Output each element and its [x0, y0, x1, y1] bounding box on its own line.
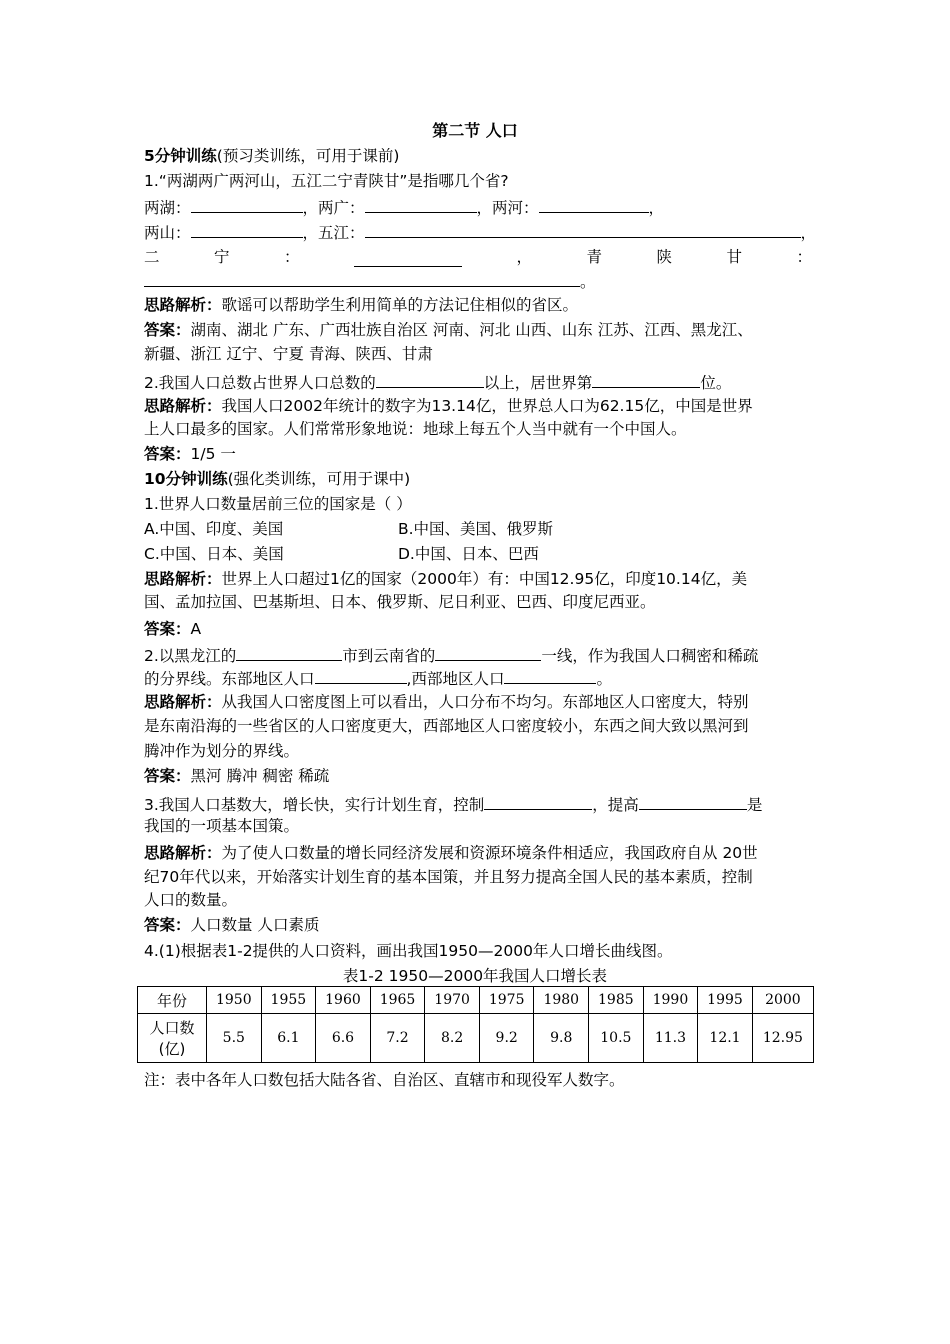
- question-5-analysis: 思路解析：为了使人口数量的增长同经济发展和资源环境条件相适应，我国政府自从 20世: [144, 844, 758, 862]
- option-b: B.中国、美国、俄罗斯: [398, 520, 554, 538]
- table-cell: 1955: [261, 987, 316, 1014]
- table-cell: 8.2: [425, 1014, 480, 1063]
- answer-blank: [191, 196, 303, 213]
- question-4-analysis-cont: 是东南沿海的一些省区的人口密度更大，西部地区人口密度较小，东西之间大致以黑河到: [144, 717, 749, 735]
- question-4-answer: 答案：黑河 腾冲 稠密 稀疏: [144, 767, 330, 785]
- table-cell: 1970: [425, 987, 480, 1014]
- table-cell: 9.8: [534, 1014, 589, 1063]
- table-cell: 9.2: [479, 1014, 534, 1063]
- table-cell: 1960: [316, 987, 371, 1014]
- answer-blank: [376, 371, 484, 388]
- answer-blank: [315, 667, 407, 684]
- table-cell: 7.2: [370, 1014, 425, 1063]
- question-5: 3.我国人口基数大，增长快，实行计划生育，控制 ，提高 是: [144, 793, 762, 815]
- question-4-analysis: 思路解析：从我国人口密度图上可以看出，人口分布不均匀。东部地区人口密度大，特别: [144, 693, 749, 711]
- question-6: 4.(1)根据表1-2提供的人口资料，画出我国1950—2000年人口增长曲线图。: [144, 942, 673, 960]
- question-4-cont: 的分界线。东部地区人口 ,西部地区人口 。: [144, 667, 612, 689]
- table-cell: 12.1: [698, 1014, 753, 1063]
- question-2-analysis: 思路解析：我国人口2002年统计的数字为13.14亿，世界总人口为62.15亿，中国是世界: [144, 397, 753, 415]
- section-heading-5min: [144, 146, 399, 166]
- table-cell: 1985: [589, 987, 644, 1014]
- table-cell: 1980: [534, 987, 589, 1014]
- answer-blank: [539, 196, 649, 213]
- answer-blank: [144, 270, 580, 287]
- question-1: 1.“两湖两广两河山，五江二宁青陕甘”是指哪几个省?: [144, 172, 509, 190]
- population-table: [137, 986, 814, 1063]
- question-4-analysis-cont: 腾冲作为划分的界线。: [144, 742, 300, 760]
- question-5-analysis-cont: 人口的数量。: [144, 891, 238, 909]
- answer-blank: [236, 644, 342, 661]
- question-1-row-3: 二 宁 ： ， 青 陕 甘 ：: [144, 248, 812, 266]
- answer-blank: [592, 371, 700, 388]
- question-2-answer: 答案：1/5 一: [144, 445, 236, 463]
- answer-blank: [191, 221, 303, 238]
- question-5-analysis-cont: 纪70年代以来，开始落实计划生育的基本国策，并且努力提高全国人民的基本素质，控制: [144, 868, 753, 886]
- table-row-population: [138, 1014, 814, 1063]
- option-c: C.中国、日本、美国: [144, 545, 284, 563]
- question-1-answer-cont: 新疆、浙江 辽宁、宁夏 青海、陕西、甘肃: [144, 345, 433, 363]
- table-note: 注：表中各年人口数包括大陆各省、自治区、直辖市和现役军人数字。: [144, 1071, 625, 1089]
- question-5-answer: 答案：人口数量 人口素质: [144, 916, 320, 934]
- section-heading-label: 5分钟训练: [144, 147, 217, 165]
- table-header-population: 人口数 (亿): [138, 1014, 207, 1063]
- question-1-row-2: 两山： ，五江： ，: [144, 221, 816, 243]
- question-1-row-4: 。: [144, 270, 596, 292]
- question-1-answer: 答案：湖南、湖北 广东、广西壮族自治区 河南、河北 山西、山东 江苏、江西、黑龙江、: [144, 321, 753, 339]
- answer-blank: [504, 667, 596, 684]
- question-4: 2.以黑龙江的 市到云南省的 一线，作为我国人口稠密和稀疏: [144, 644, 758, 666]
- question-3-answer: 答案：A: [144, 620, 202, 638]
- table-row-years: [138, 987, 814, 1014]
- question-5-cont: 我国的一项基本国策。: [144, 817, 300, 835]
- section-heading-label: 10分钟训练: [144, 470, 228, 488]
- question-2: 2.我国人口总数占世界人口总数的 以上，居世界第 位。: [144, 371, 731, 393]
- table-cell: 1950: [207, 987, 262, 1014]
- question-3-analysis: 思路解析：世界上人口超过1亿的国家（2000年）有：中国12.95亿，印度10.14亿，美: [144, 570, 748, 588]
- option-a: A.中国、印度、美国: [144, 520, 284, 538]
- question-1-row-1: 两湖： ，两广： ，两河： ，: [144, 196, 664, 218]
- option-d: D.中国、日本、巴西: [398, 545, 539, 563]
- answer-blank: [639, 793, 747, 810]
- table-cell: 11.3: [643, 1014, 698, 1063]
- question-2-analysis-cont: 上人口最多的国家。人们常常形象地说：地球上每五个人当中就有一个中国人。: [144, 420, 687, 438]
- question-3-analysis-cont: 国、孟加拉国、巴基斯坦、日本、俄罗斯、尼日利亚、巴西、印度尼西亚。: [144, 593, 656, 611]
- section-heading-note: (强化类训练，可用于课中): [227, 470, 411, 488]
- table-cell: 1990: [643, 987, 698, 1014]
- answer-blank: [435, 644, 541, 661]
- table-cell: 1975: [479, 987, 534, 1014]
- answer-blank: [354, 250, 462, 267]
- table-caption: 表1-2 1950—2000年我国人口增长表: [342, 967, 608, 985]
- table-cell: 5.5: [207, 1014, 262, 1063]
- table-cell: 6.1: [261, 1014, 316, 1063]
- page-title: 第二节 人口: [432, 121, 518, 140]
- table-cell: 2000: [752, 987, 813, 1014]
- table-cell: 6.6: [316, 1014, 371, 1063]
- section-heading-note: (预习类训练，可用于课前): [216, 147, 400, 165]
- table-header-year: 年份: [138, 987, 207, 1014]
- question-3: 1.世界人口数量居前三位的国家是（ ）: [144, 495, 412, 513]
- question-1-analysis: 思路解析：歌谣可以帮助学生利用简单的方法记住相似的省区。: [144, 296, 579, 314]
- answer-blank: [484, 793, 592, 810]
- table-cell: 1965: [370, 987, 425, 1014]
- table-cell: 10.5: [589, 1014, 644, 1063]
- table-cell: 1995: [698, 987, 753, 1014]
- answer-blank: [365, 196, 477, 213]
- section-heading-10min: [144, 469, 410, 489]
- table-cell: 12.95: [752, 1014, 813, 1063]
- answer-blank: [365, 221, 801, 238]
